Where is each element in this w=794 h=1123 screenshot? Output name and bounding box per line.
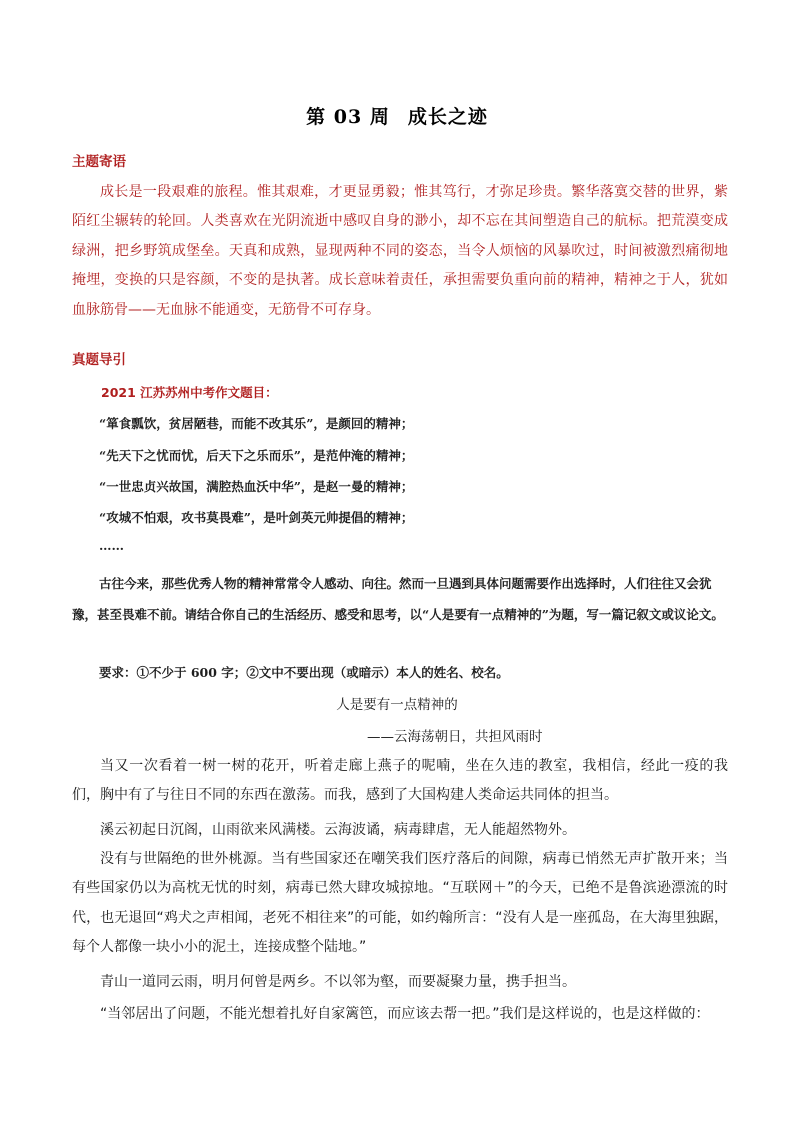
essay-subtitle: ——云海荡朝日，共担风雨时 <box>367 729 543 745</box>
theme-paragraph: 成长是一段艰难的旅程。惟其艰难，才更显勇毅；惟其笃行，才弥足珍贵。繁华落寞交替的世界，紫陌红尘辗转的轮回。人类喜欢在光阴流逝中感叹自身的渺小，却不忘在其间塑造自己的航标。把荒漠变成绿洲，把乡野筑成堡垒。天真和成熟，显现两种不同的姿态，当令人烦恼的风暴吹过，时间被激烈痛彻地掩埋，变换的只是容颜，不变的是执著。成长意味着责任，承担需要负重向前的精神，精神之于人，犹如血脉筋骨——无血脉不能通变，无筋骨不可存身。 <box>72 184 728 318</box>
essay-paragraph-5: “当邻居出了问题，不能光想着扎好自家篱笆，而应该去帮一把。”我们是这样说的，也是这样做的： <box>100 1006 710 1022</box>
essay-paragraph-2: 溪云初起日沉阁，山雨欲来风满楼。云海波谲，病毒肆虐，无人能超然物外。 <box>100 822 576 838</box>
quote-1: “箪食瓢饮，贫居陋巷，而能不改其乐”，是颜回的精神； <box>99 416 414 431</box>
quote-ellipsis: …… <box>99 538 124 553</box>
essay-title: 人是要有一点精神的 <box>336 697 458 713</box>
exam-requirement: 要求：①不少于 600 字；②文中不要出现（或暗示）本人的姓名、校名。 <box>99 665 509 680</box>
quote-4: “攻城不怕艰，攻书莫畏难”，是叶剑英元帅提倡的精神； <box>99 510 414 525</box>
page-title <box>0 102 794 129</box>
title-name: 成长之迹 <box>407 106 488 128</box>
quote-3: “一世忠贞兴故国，满腔热血沃中华”，是赵一曼的精神； <box>99 479 414 494</box>
section-heading-theme: 主题寄语 <box>72 154 126 170</box>
essay-paragraph-3: 没有与世隔绝的世外桃源。当有些国家还在嘲笑我们医疗落后的间隙，病毒已悄然无声扩散开来；当有些国家仍以为高枕无忧的时刻，病毒已然大肆攻城掠地。“互联网＋”的今天，已绝不是鲁滨逊漂流的时代，也无退回“鸡犬之声相闻，老死不相往来”的可能，如约翰所言：“没有人是一座孤岛，在大海里独踞，每个人都像一块小小的泥土，连接成整个陆地。” <box>72 851 728 956</box>
quote-2: “先天下之忧而忧，后天下之乐而乐”，是范仲淹的精神； <box>99 448 414 463</box>
section-heading-exam: 真题导引 <box>72 352 126 368</box>
exam-prompt: 古往今来，那些优秀人物的精神常常令人感动、向往。然而一旦遇到具体问题需要作出选择时，人们往往又会犹豫，甚至畏难不前。请结合你自己的生活经历、感受和思考，以“人是要有一点精神的”为题，写一篇记叙文或议论文。 <box>72 576 724 622</box>
essay-paragraph-4: 青山一道同云雨，明月何曾是两乡。不以邻为壑，而要凝聚力量，携手担当。 <box>100 974 576 990</box>
essay-paragraph-1: 当又一次看着一树一树的花开，听着走廊上燕子的呢喃，坐在久违的教室，我相信，经此一疫的我们，胸中有了与往日不同的东西在激荡。而我，感到了大国构建人类命运共同体的担当。 <box>72 758 728 804</box>
exam-title: 2021 江苏苏州中考作文题目： <box>101 385 278 400</box>
title-week: 第 03 周 <box>306 106 390 128</box>
